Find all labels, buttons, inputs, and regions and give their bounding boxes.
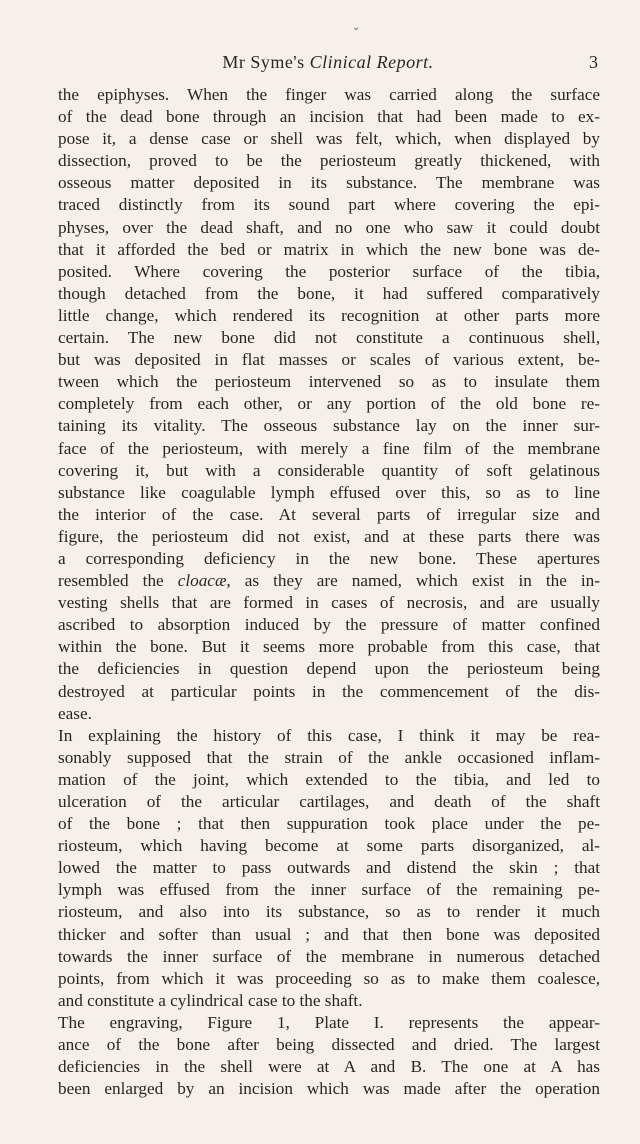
line-text: , as they are named, which exist in the in- <box>226 571 600 591</box>
text-line <box>58 393 600 415</box>
line-text: points, from which it was proceeding so as to make them coalesce, <box>58 968 600 988</box>
line-text: the epiphyses. When the finger was carried along the surface <box>58 85 600 104</box>
line-text: destroyed at particular points in the commencement of the dis- <box>58 681 600 701</box>
line-text: deficiencies in the shell were at A and B. The one at A has <box>58 1057 600 1077</box>
text-line <box>58 438 600 460</box>
text-line <box>58 217 600 239</box>
line-text: but was deposited in flat masses or scales of various extent, be- <box>58 350 600 370</box>
line-text: completely from each other, or any portion of the old bone re- <box>58 394 600 414</box>
line-text: towards the inner surface of the membrane in numerous detached <box>58 946 600 966</box>
text-line <box>58 305 600 327</box>
line-text: riosteum, which having become at some parts disorganized, al- <box>58 836 600 856</box>
line-text: and constitute a cylindrical case to the shaft. <box>58 990 363 1010</box>
text-line <box>58 681 600 703</box>
text-line <box>58 703 600 725</box>
line-text: lowed the matter to pass outwards and distend the skin ; that <box>58 858 600 878</box>
text-line <box>58 172 600 194</box>
text-line <box>58 614 600 636</box>
line-text: of the bone ; that then suppuration took place under the pe- <box>58 814 600 834</box>
line-text: pose it, a dense case or shell was felt, which, when displayed by <box>58 129 600 149</box>
line-text: lymph was effused from the inner surface of the remaining pe- <box>58 880 600 900</box>
text-line <box>58 592 600 614</box>
line-text: resembled the <box>58 571 178 591</box>
text-line <box>58 1034 600 1056</box>
line-text: face of the periosteum, with merely a fine film of the membrane <box>58 438 600 458</box>
text-line <box>58 990 600 1012</box>
running-head <box>58 52 598 73</box>
text-line <box>58 813 600 835</box>
text-line <box>58 857 600 879</box>
line-text: covering it, but with a considerable quantity of soft gelatinous <box>58 460 600 480</box>
line-text: physes, over the dead shaft, and no one who saw it could doubt <box>58 217 600 237</box>
running-head-italic: Clinical Report. <box>309 52 434 72</box>
line-text: been enlarged by an incision which was made after the operation <box>58 1079 600 1099</box>
line-text: osseous matter deposited in its substance. The membrane was <box>58 173 600 193</box>
line-text: figure, the periosteum did not exist, and at these parts there was <box>58 526 600 546</box>
line-text: though detached from the bone, it had suffered comparatively <box>58 283 600 303</box>
line-text: certain. The new bone did not constitute a continuous shell, <box>58 328 600 348</box>
line-text: of the dead bone through an incision that had been made to ex- <box>58 107 600 127</box>
text-line <box>58 327 600 349</box>
text-line <box>58 1012 600 1034</box>
text-line <box>58 415 600 437</box>
line-text: ascribed to absorption induced by the pressure of matter confined <box>58 615 600 635</box>
text-line <box>58 791 600 813</box>
line-text: substance like coagulable lymph effused over this, so as to line <box>58 482 600 502</box>
line-text: The engraving, Figure 1, Plate I. represents the appear- <box>58 1012 600 1032</box>
line-text: little change, which rendered its recognition at other parts more <box>58 305 600 325</box>
body-text <box>58 84 600 1100</box>
text-line <box>58 658 600 680</box>
text-line <box>58 371 600 393</box>
text-line <box>58 283 600 305</box>
text-line <box>58 194 600 216</box>
text-line <box>58 1056 600 1078</box>
line-text: traced distinctly from its sound part where covering the epi- <box>58 195 600 215</box>
text-line <box>58 901 600 923</box>
text-line <box>58 84 600 106</box>
page-header <box>58 52 598 78</box>
text-line <box>58 725 600 747</box>
text-line <box>58 1078 600 1100</box>
printer-mark: ⌄ <box>352 22 361 33</box>
line-text: tween which the periosteum intervened so as to insulate them <box>58 372 600 392</box>
line-text: mation of the joint, which extended to the tibia, and led to <box>58 769 600 789</box>
line-text: within the bone. But it seems more probable from this case, that <box>58 637 600 657</box>
text-line <box>58 106 600 128</box>
line-text: In explaining the history of this case, I think it may be rea- <box>58 725 600 745</box>
italic-term: cloacæ <box>177 571 227 591</box>
text-line <box>58 548 600 570</box>
text-line <box>58 747 600 769</box>
text-line <box>58 349 600 371</box>
line-text: the deficiencies in question depend upon the periosteum being <box>58 659 600 679</box>
text-line <box>58 261 600 283</box>
page-number: 3 <box>589 52 598 72</box>
text-line <box>58 460 600 482</box>
text-line <box>58 879 600 901</box>
text-line <box>58 835 600 857</box>
line-text: the interior of the case. At several parts of irregular size and <box>58 504 600 524</box>
line-text: posited. Where covering the posterior surface of the tibia, <box>58 261 600 281</box>
text-line <box>58 128 600 150</box>
line-text: sonably supposed that the strain of the ankle occasioned inflam- <box>58 747 600 767</box>
text-line <box>58 482 600 504</box>
line-text: riosteum, and also into its substance, so as to render it much <box>58 902 600 922</box>
line-text: that it afforded the bed or matrix in which the new bone was de- <box>58 239 600 259</box>
text-line <box>58 636 600 658</box>
text-line <box>58 924 600 946</box>
text-line <box>58 239 600 261</box>
running-head-prefix: Mr Syme's <box>222 52 310 72</box>
line-text: taining its vitality. The osseous substance lay on the inner sur- <box>58 416 600 436</box>
line-text: a corresponding deficiency in the new bone. These apertures <box>58 548 600 568</box>
line-text: dissection, proved to be the periosteum greatly thickened, with <box>58 151 600 171</box>
line-text: ease. <box>58 703 92 723</box>
line-text: ulceration of the articular cartilages, and death of the shaft <box>58 792 600 811</box>
line-text: thicker and softer than usual ; and that then bone was deposited <box>58 924 600 944</box>
text-line <box>58 150 600 172</box>
text-line <box>58 504 600 526</box>
line-text: vesting shells that are formed in cases of necrosis, and are usually <box>58 593 600 613</box>
text-line <box>58 946 600 968</box>
text-line <box>58 570 600 592</box>
text-line <box>58 526 600 548</box>
text-line <box>58 968 600 990</box>
line-text: ance of the bone after being dissected and dried. The largest <box>58 1035 600 1055</box>
text-line <box>58 769 600 791</box>
